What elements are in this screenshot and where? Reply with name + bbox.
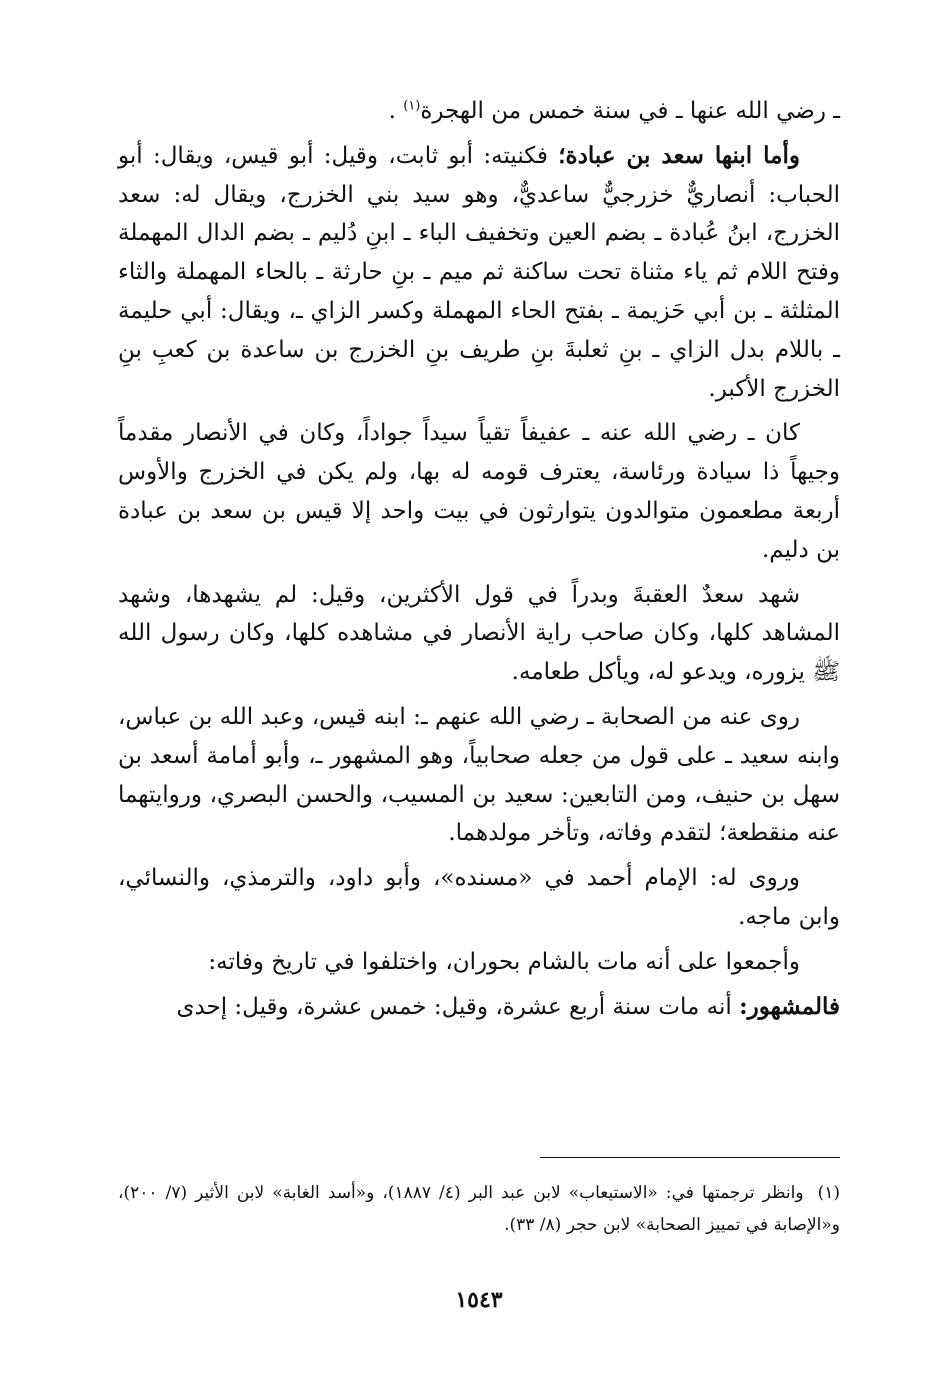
paragraph-text: . xyxy=(388,98,404,124)
paragraph-text: كان ـ رضي الله عنه ـ عفيفاً تقياً سيداً جواداً، وكان في الأنصار مقدماً وجيهاً ذا سيادة ورئاسة، يعترف قومه له بها، ولم يكن في الخزرج والأوس أربعة مطعمون متوالدون يتوارثون في بيت واحد إلا قيس بن سعد بن عبادة بن دليم. xyxy=(118,420,840,563)
paragraph-text: ـ رضي الله عنها ـ في سنة خمس من الهجرة xyxy=(420,98,840,124)
main-text xyxy=(118,92,840,1026)
bold-lead-text: وأما ابنها سعد بن عبادة؛ xyxy=(558,141,800,169)
footnote-reference: (١) xyxy=(403,98,421,114)
paragraph-text: وأجمعوا على أنه مات بالشام بحوران، واختلفوا في تاريخ وفاته: xyxy=(208,948,800,975)
paragraph-text: شهد سعدٌ العقبةَ وبدراً في قول الأكثرين، وقيل: لم يشهدها، وشهد المشاهد كلها، وكان صاحب راية الأنصار في مشاهده كلها، وكان رسول الله ﷺ يزوره، ويدعو له، ويأكل طعامه. xyxy=(118,581,841,686)
paragraph xyxy=(118,943,840,982)
bold-lead-text: فالمشهور: xyxy=(739,992,840,1020)
paragraph-text: وروى له: الإمام أحمد في «مسنده»، وأبو داود، والترمذي، والنسائي، وابن ماجه. xyxy=(118,865,840,930)
paragraph-text: روى عنه من الصحابة ـ رضي الله عنهم ـ: ابنه قيس، وعبد الله بن عباس، وابنه سعيد ـ على قول من جعله صحابياً، وهو المشهور ـ، وأبو أمامة أسعد بن سهل بن حنيف، ومن التابعين: سعيد بن المسيب، والحسن البصري، وروايتهما عنه منقطعة؛ لتقدم وفاته، وتأخر مولدهما. xyxy=(118,703,840,847)
paragraph xyxy=(118,698,840,853)
paragraph xyxy=(118,414,840,569)
paragraph-text: فكنيته: أبو ثابت، وقيل: أبو قيس، ويقال: أبو الحباب: أنصاريٌّ خزرجيٌّ ساعديٌّ، وهو سيد بني الخزرج، ويقال له: سعد الخزرج، ابنُ عُبادة ـ بضم العين وتخفيف الباء ـ ابنِ دُليم ـ بضم الدال المهملة وفتح اللام ثم ياء مثناة تحت ساكنة ثم ميم ـ بنِ حارثة ـ بالحاء المهملة والثاء المثلثة ـ بن أبي حَزيمة ـ بفتح الحاء المهملة وكسر الزاي ـ، ويقال: أبي حليمة ـ باللام بدل الزاي ـ بنِ ثعلبةَ بنِ طريف بنِ الخزرج بن ساعدة بن كعبِ بنِ الخزرج الأكبر. xyxy=(118,142,840,402)
paragraph xyxy=(118,137,840,409)
paragraph xyxy=(118,988,840,1027)
paragraph xyxy=(118,859,840,937)
footnote-1 xyxy=(118,1177,840,1241)
page-number: ١٥٤٣ xyxy=(455,1287,503,1313)
book-page xyxy=(118,92,840,1352)
footnotes xyxy=(118,1177,840,1241)
paragraph xyxy=(118,92,840,131)
footnote-divider xyxy=(540,1157,840,1158)
paragraph xyxy=(118,576,840,692)
footnote-text: وانظر ترجمتها في: «الاستيعاب» لابن عبد البر (٤/ ١٨٨٧)، و«أسد الغابة» لابن الأثير (٧/ ٢٠٠)، و«الإصابة في تمييز الصحابة» لابن حجر (٨/ ٣٣). xyxy=(118,1183,840,1235)
paragraph-text: أنه مات سنة أربع عشرة، وقيل: خمس عشرة، وقيل: إحدى xyxy=(176,993,740,1020)
footnote-number: (١) xyxy=(817,1183,840,1203)
